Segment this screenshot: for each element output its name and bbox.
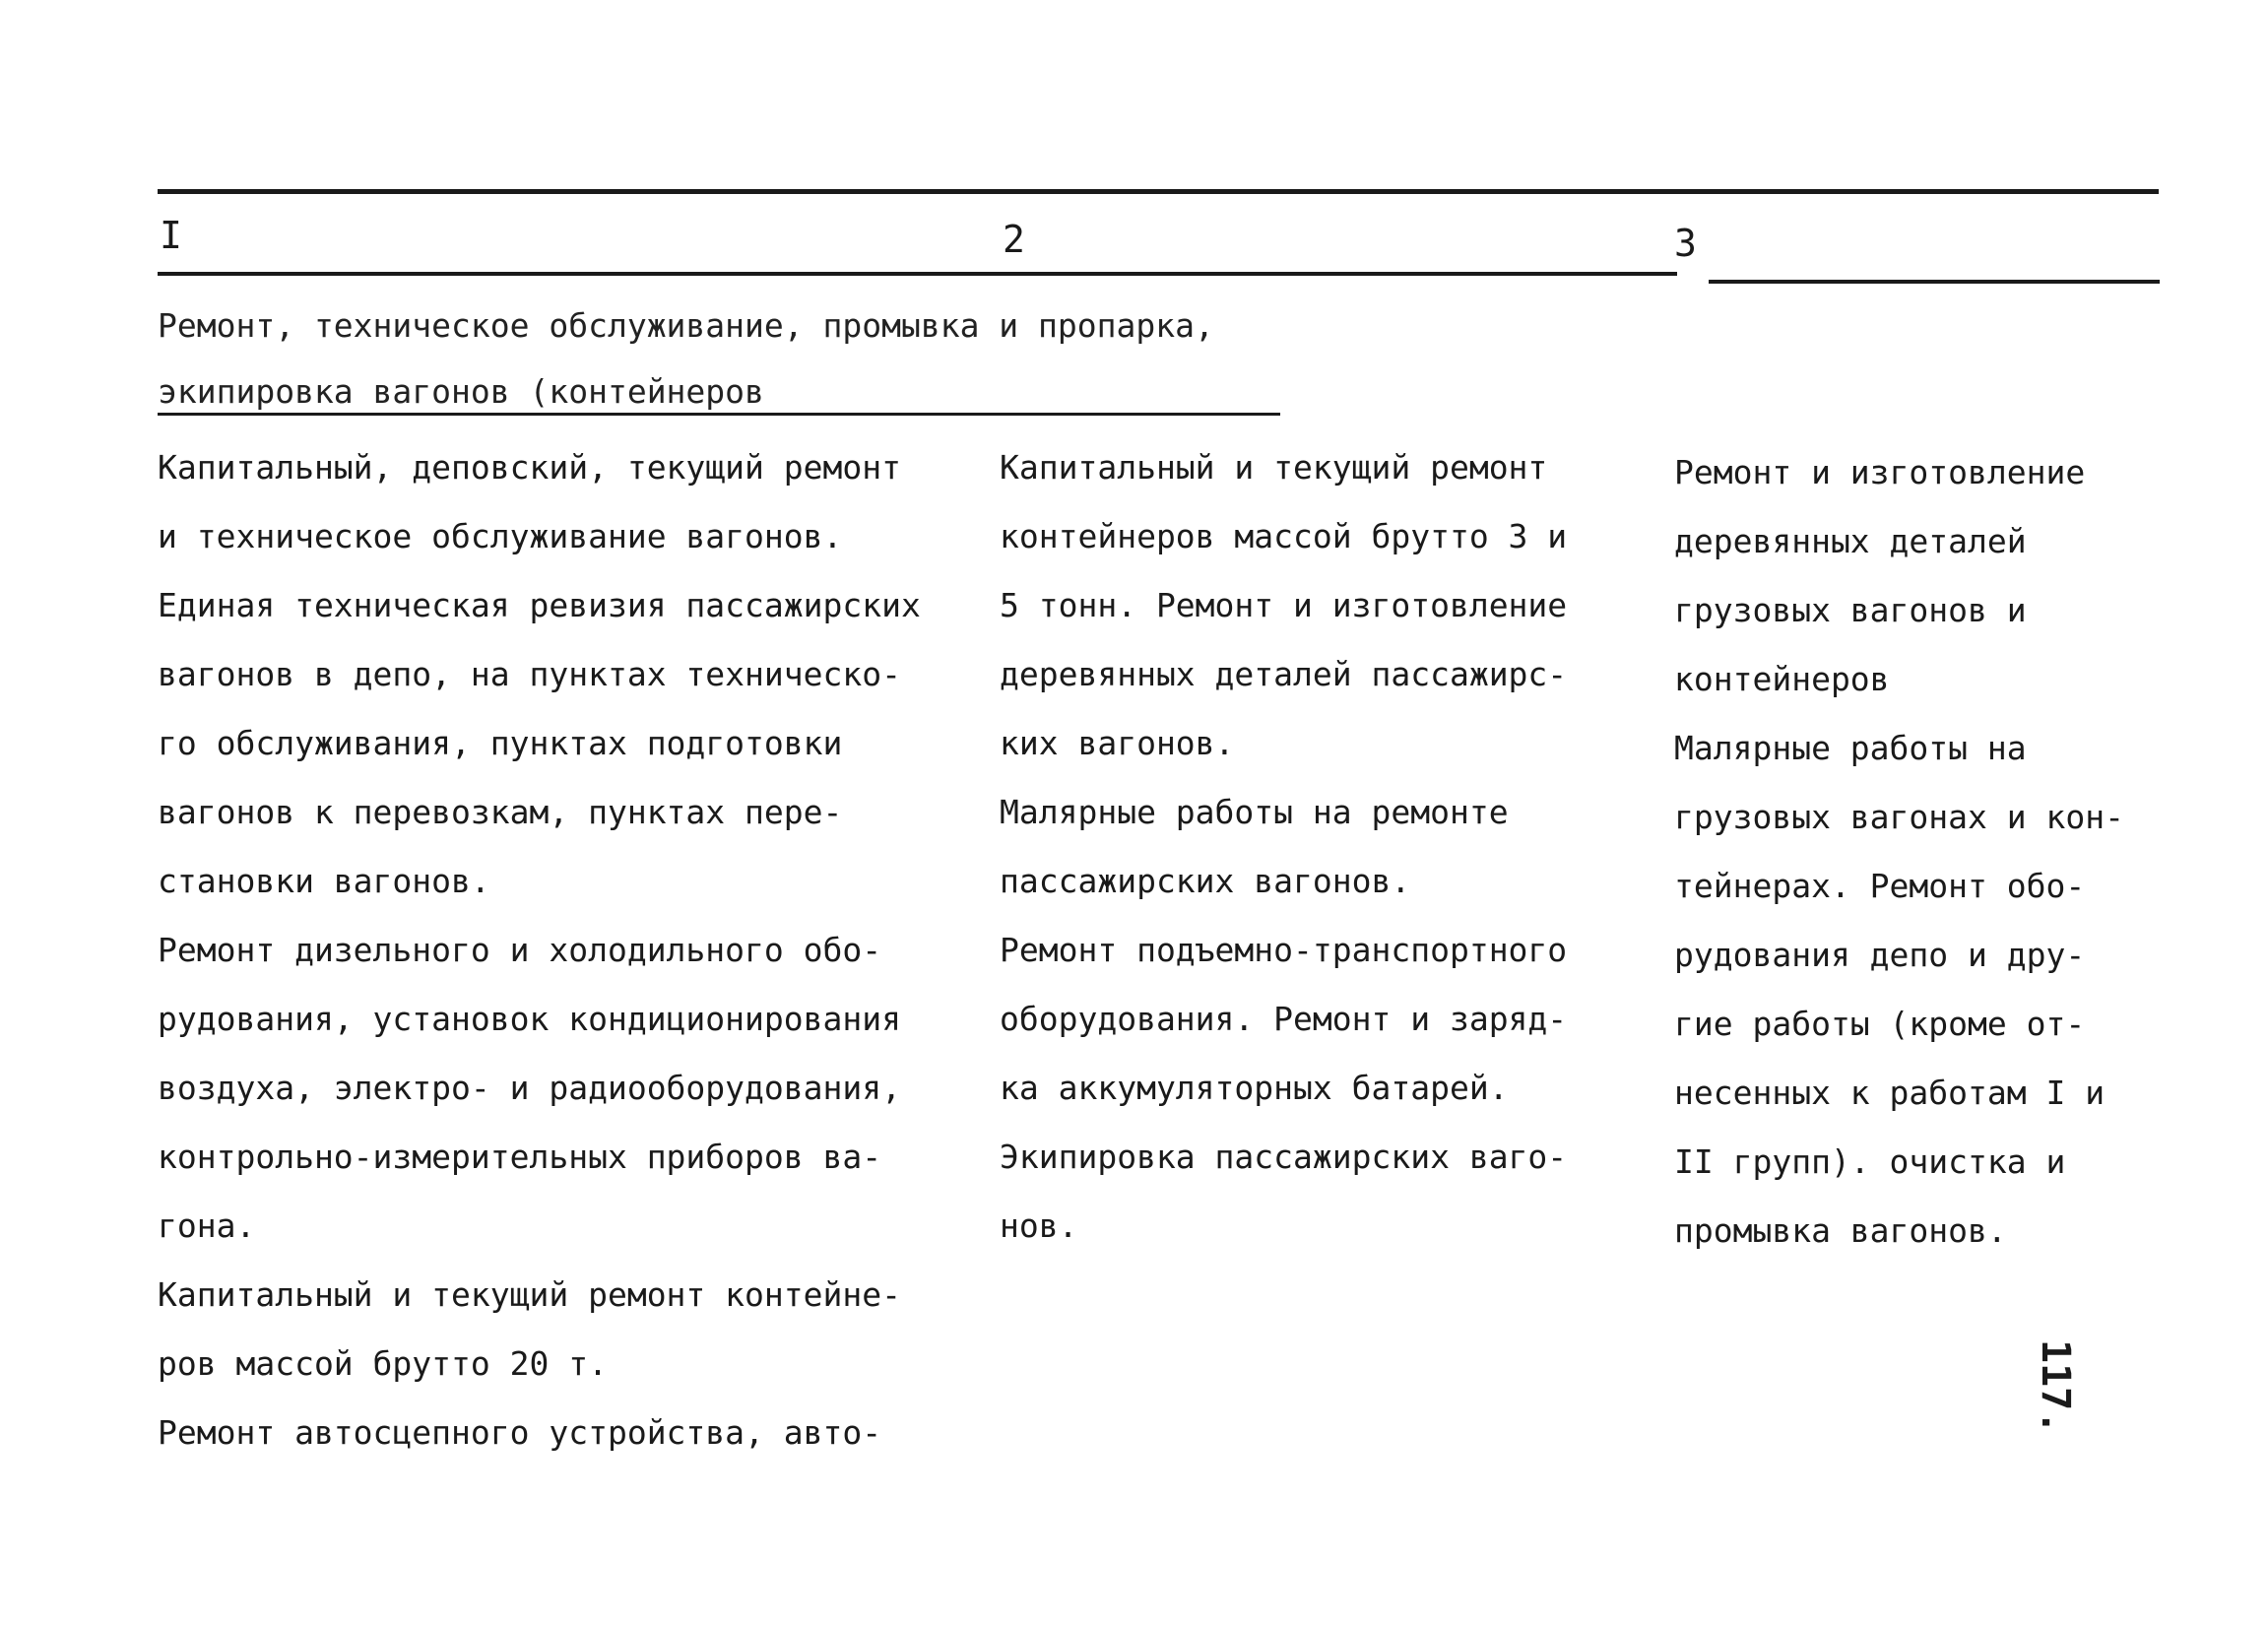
column-3-line: несенных к работам I и	[1674, 1074, 2106, 1112]
column-1-line: Капитальный, деповский, текущий ремонт	[158, 448, 901, 487]
column-1-line: Ремонт дизельного и холодильного обо-	[158, 931, 882, 969]
section-heading-line-1: Ремонт, техническое обслуживание, промывка и пропарка,	[158, 306, 1214, 345]
column-1-line: воздуха, электро- и радиооборудования,	[158, 1069, 901, 1107]
column-1-line: Ремонт автосцепного устройства, авто-	[158, 1413, 882, 1452]
column-2-text	[1000, 433, 1640, 1261]
column-2-line: пассажирских вагонов.	[1000, 862, 1411, 900]
column-number-1: I	[160, 214, 182, 257]
column-1-line: гона.	[158, 1206, 256, 1245]
column-1-line: вагонов в депо, на пунктах техническо-	[158, 655, 901, 693]
header-rule-left	[158, 272, 1677, 276]
column-3-line: контейнеров	[1674, 660, 1890, 698]
column-number-3: 3	[1674, 222, 1697, 265]
column-2-line: нов.	[1000, 1206, 1078, 1245]
column-2-line: ких вагонов.	[1000, 724, 1235, 762]
column-2-line: Ремонт подъемно-транспортного	[1000, 931, 1568, 969]
top-rule	[158, 189, 2159, 194]
column-1-line: становки вагонов.	[158, 862, 490, 900]
header-rule-right	[1709, 280, 2160, 284]
column-3-line: промывка вагонов.	[1674, 1211, 2007, 1250]
column-1-line: контрольно-измерительных приборов ва-	[158, 1138, 882, 1176]
column-3-line: Малярные работы на	[1674, 729, 2027, 767]
column-2-line: контейнеров массой брутто 3 и	[1000, 517, 1568, 555]
column-3-text	[1674, 438, 2167, 1266]
column-1-line: го обслуживания, пунктах подготовки	[158, 724, 843, 762]
column-3-line: деревянных деталей	[1674, 522, 2027, 560]
column-3-line: II групп). очистка и	[1674, 1142, 2066, 1181]
column-2-line: Малярные работы на ремонте	[1000, 793, 1509, 831]
column-number-2: 2	[1003, 218, 1025, 261]
column-3-line: тейнерах. Ремонт обо-	[1674, 867, 2086, 905]
column-3-line: грузовых вагонов и	[1674, 591, 2027, 629]
column-2-line: 5 тонн. Ремонт и изготовление	[1000, 586, 1568, 624]
column-2-line: ка аккумуляторных батарей.	[1000, 1069, 1509, 1107]
column-1-line: Единая техническая ревизия пассажирских	[158, 586, 921, 624]
section-heading-underline	[158, 413, 1280, 416]
column-1-line: рудования, установок кондиционирования	[158, 1000, 901, 1038]
section-heading-line-2: экипировка вагонов (контейнеров	[158, 372, 764, 411]
column-3-line: Ремонт и изготовление	[1674, 453, 2086, 491]
column-1-text	[158, 433, 985, 1467]
column-1-line: Капитальный и текущий ремонт контейне-	[158, 1275, 901, 1314]
column-1-line: ров массой брутто 20 т.	[158, 1344, 608, 1383]
column-2-line: оборудования. Ремонт и заряд-	[1000, 1000, 1568, 1038]
column-2-line: Экипировка пассажирских ваго-	[1000, 1138, 1568, 1176]
page-number: 117.	[2033, 1339, 2078, 1435]
column-2-line: деревянных деталей пассажирс-	[1000, 655, 1568, 693]
column-1-line: и техническое обслуживание вагонов.	[158, 517, 843, 555]
column-2-line: Капитальный и текущий ремонт	[1000, 448, 1548, 487]
column-1-line: вагонов к перевозкам, пунктах пере-	[158, 793, 843, 831]
column-3-line: рудования депо и дру-	[1674, 936, 2086, 974]
column-3-line: грузовых вагонах и кон-	[1674, 798, 2124, 836]
column-3-line: гие работы (кроме от-	[1674, 1005, 2086, 1043]
